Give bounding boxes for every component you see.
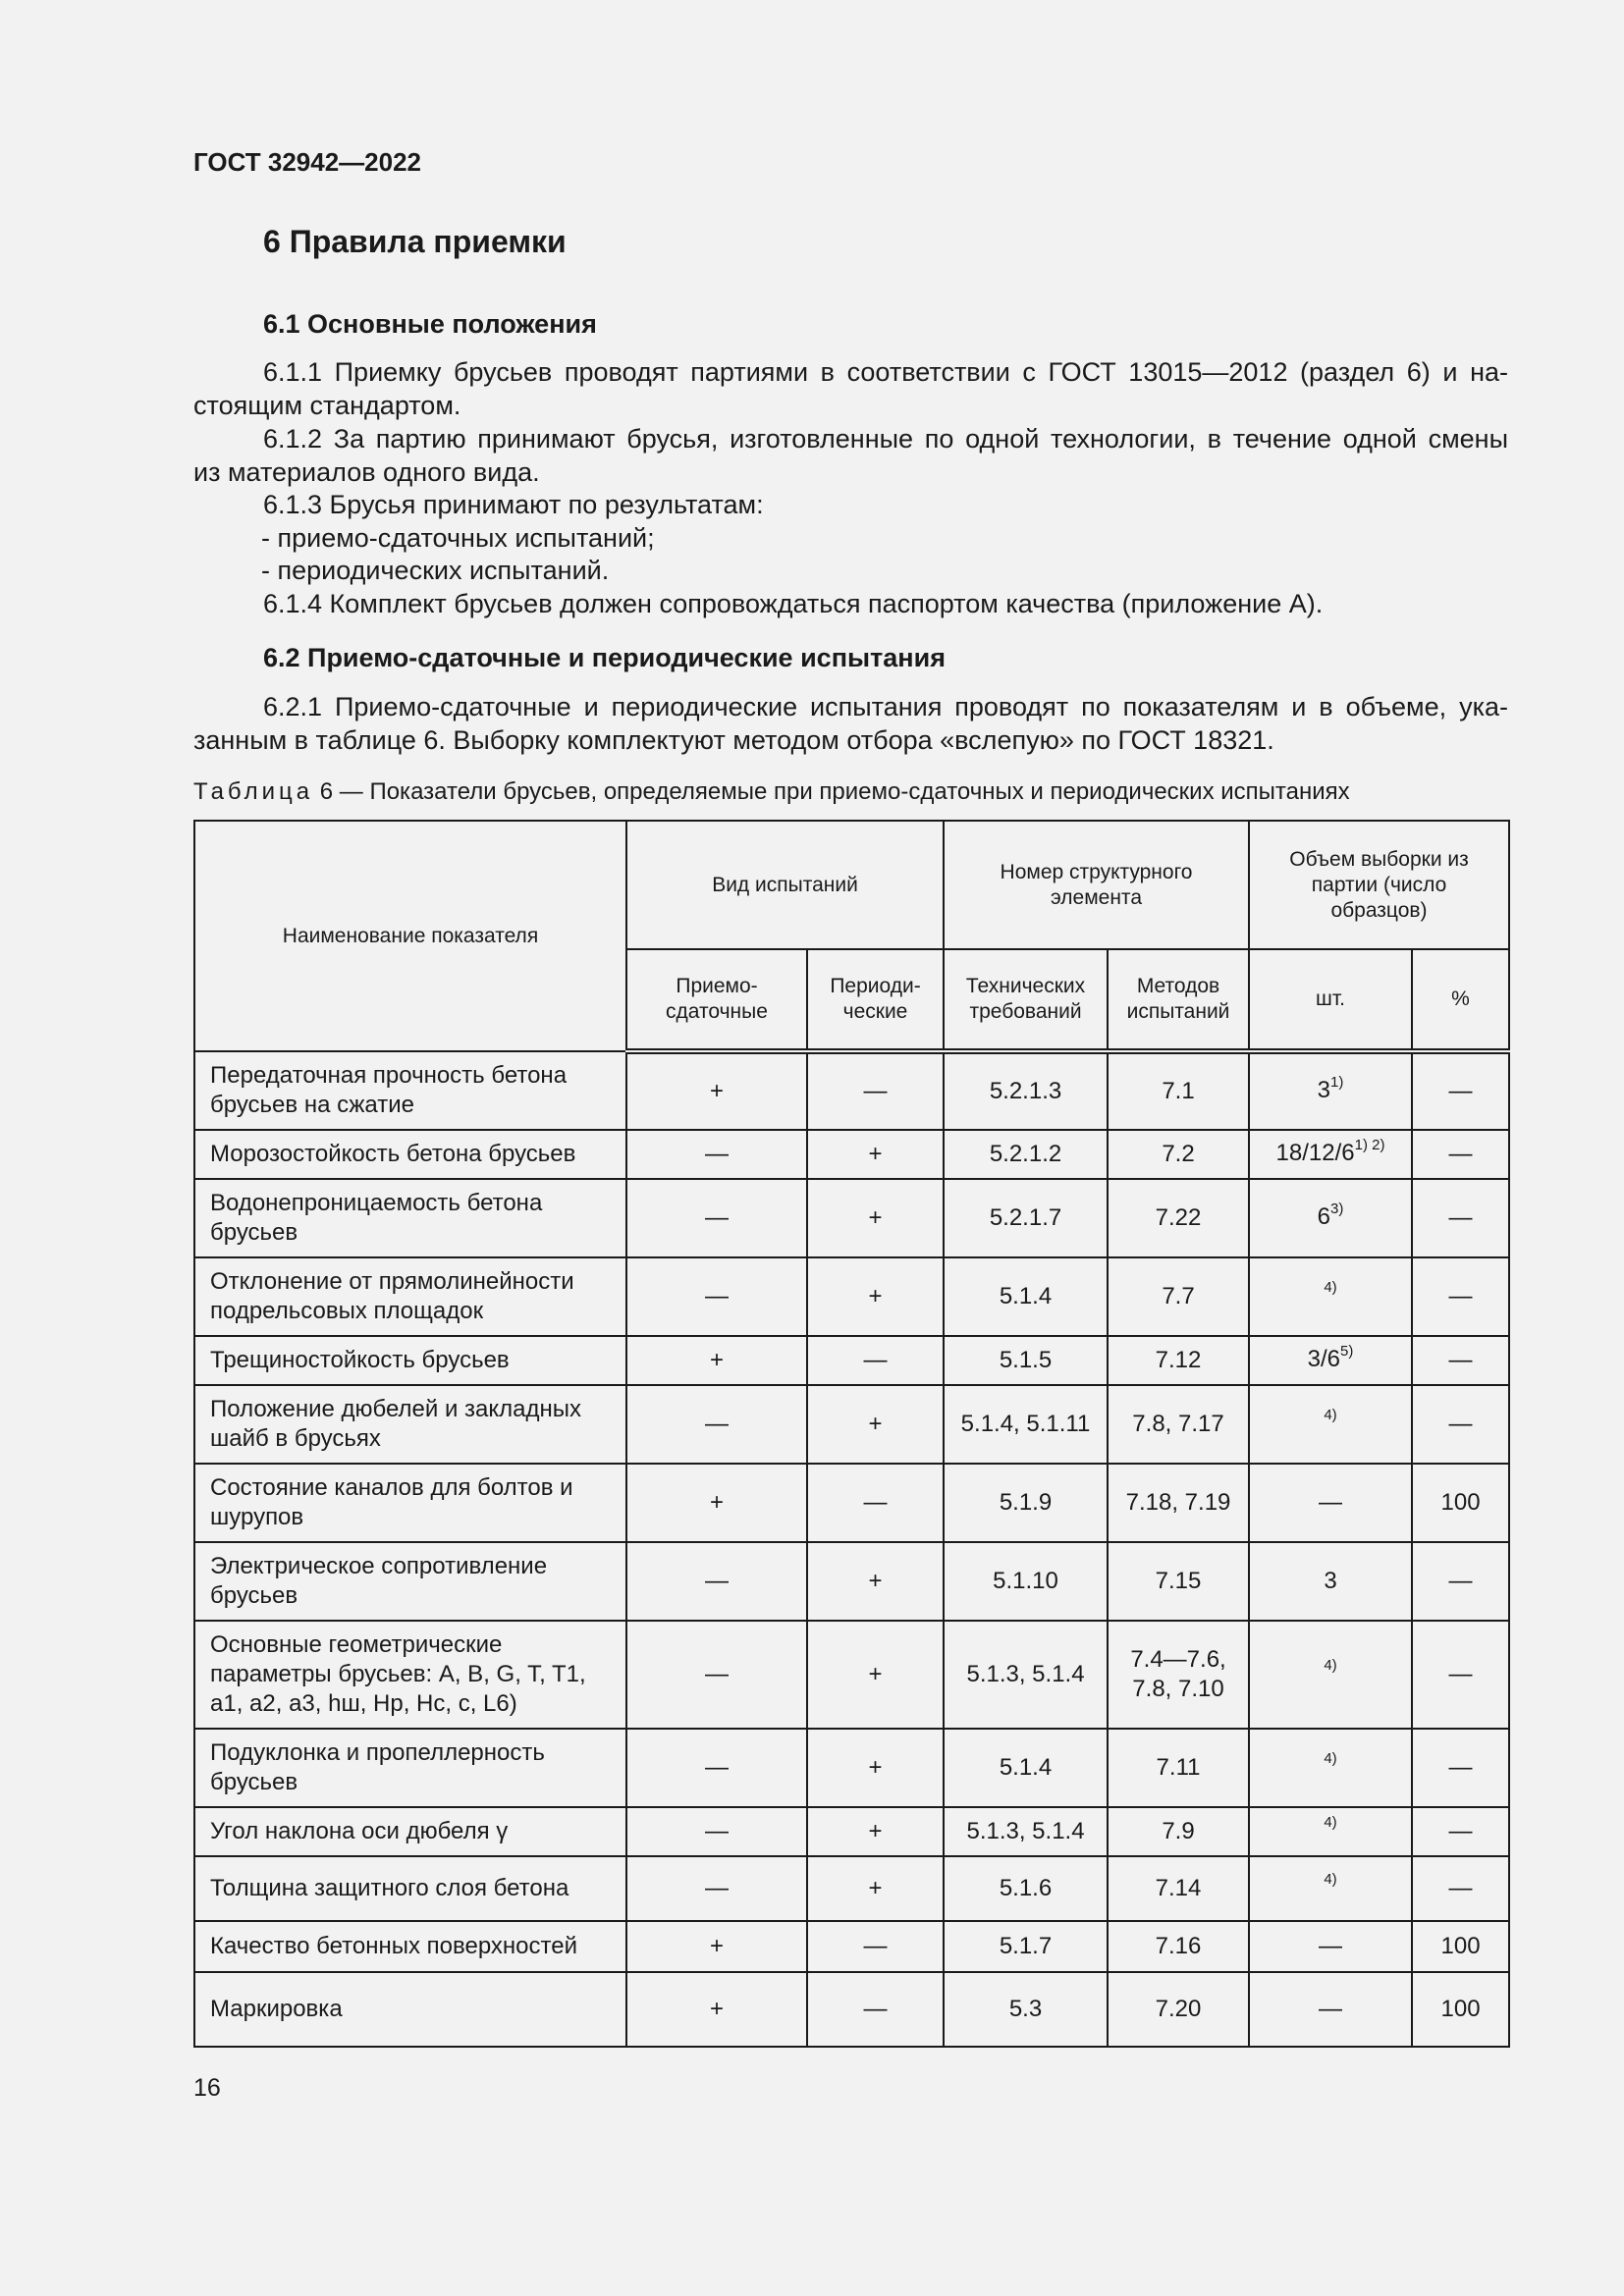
col-header-struct-num: Номер структурного элемента (944, 821, 1249, 949)
subsection-6-1-title: 6.1 Основные положения (263, 309, 597, 339)
cell-periodic: + (807, 1621, 944, 1729)
cell-indicator-name: Положение дюбелей и закладных шайб в брусьях (194, 1385, 626, 1464)
footnote-ref: 4) (1324, 1406, 1337, 1423)
cell-indicator-name: Подуклонка и пропеллерность брусьев (194, 1729, 626, 1807)
list-item-acceptance: - приемо-сдаточных испытаний; (261, 523, 655, 553)
para-6-1-4: 6.1.4 Комплект брусьев должен сопровождаться паспортом качества (приложение А). (263, 589, 1324, 618)
cell-indicator-name: Качество бетонных поверхностей (194, 1921, 626, 1972)
footnote-ref: 4) (1324, 1749, 1337, 1767)
para-6-1-1-line2: стоящим стандартом. (193, 391, 461, 420)
indicators-table (193, 820, 1510, 2048)
table-caption-text: 6 — Показатели брусьев, определяемые при приемо-сдаточных и периодических испытаниях (313, 778, 1350, 805)
cell-acceptance: + (626, 1921, 807, 1972)
cell-acceptance: — (626, 1856, 807, 1921)
para-6-1-2-line2: из материалов одного вида. (193, 457, 540, 487)
cell-sample-pct: — (1412, 1856, 1509, 1921)
col-header-sample: Объем выборки из партии (число образцов) (1249, 821, 1509, 949)
cell-sample-pct: — (1412, 1130, 1509, 1179)
subsection-6-2-title: 6.2 Приемо-сдаточные и периодические испытания (263, 643, 946, 672)
cell-periodic: — (807, 1336, 944, 1385)
cell-periodic: + (807, 1729, 944, 1807)
footnote-ref: 5) (1340, 1342, 1354, 1360)
cell-periodic: + (807, 1257, 944, 1336)
cell-sample-pct: — (1412, 1257, 1509, 1336)
cell-indicator-name: Основные геометрические параметры брусьев: A, B, G, T, T1, a1, a2, a3, hш, Hр, Hc, c, L6) (194, 1621, 626, 1729)
cell-periodic: + (807, 1856, 944, 1921)
cell-acceptance: — (626, 1385, 807, 1464)
cell-indicator-name: Электрическое сопротивление брусьев (194, 1542, 626, 1621)
cell-methods: 7.7 (1108, 1257, 1249, 1336)
table-row (194, 1336, 1509, 1385)
cell-periodic: — (807, 1051, 944, 1130)
cell-sample-pcs (1249, 1921, 1412, 1972)
cell-sample-pct: 100 (1412, 1972, 1509, 2047)
cell-sample-pcs (1249, 1972, 1412, 2047)
col-header-pcs: шт. (1249, 949, 1412, 1051)
cell-methods: 7.18, 7.19 (1108, 1464, 1249, 1542)
cell-sample-pcs (1249, 1621, 1412, 1729)
cell-acceptance: — (626, 1542, 807, 1621)
cell-methods: 7.16 (1108, 1921, 1249, 1972)
cell-periodic: + (807, 1179, 944, 1257)
cell-tech-req: 5.1.3, 5.1.4 (944, 1621, 1108, 1729)
col-header-name: Наименование показателя (194, 821, 626, 1051)
table-row (194, 1856, 1509, 1921)
para-6-2-1-line2: занным в таблице 6. Выборку комплектуют методом отбора «вслепую» по ГОСТ 18321. (193, 725, 1274, 755)
cell-sample-pct: — (1412, 1807, 1509, 1856)
document-id: ГОСТ 32942—2022 (193, 147, 421, 177)
table-caption-word: Таблица (193, 778, 314, 805)
section-title: 6 Правила приемки (263, 224, 567, 259)
sample-pcs-value: 3 (1317, 1076, 1331, 1103)
footnote-ref: 4) (1324, 1870, 1337, 1888)
cell-indicator-name: Передаточная прочность бетона брусьев на сжатие (194, 1051, 626, 1130)
cell-tech-req: 5.2.1.7 (944, 1179, 1108, 1257)
cell-tech-req: 5.3 (944, 1972, 1108, 2047)
cell-methods: 7.11 (1108, 1729, 1249, 1807)
cell-tech-req: 5.2.1.2 (944, 1130, 1108, 1179)
cell-sample-pct: 100 (1412, 1464, 1509, 1542)
cell-methods: 7.8, 7.17 (1108, 1385, 1249, 1464)
cell-periodic: — (807, 1972, 944, 2047)
cell-tech-req: 5.1.3, 5.1.4 (944, 1807, 1108, 1856)
footnote-ref: 1) (1330, 1073, 1344, 1091)
cell-sample-pct: — (1412, 1621, 1509, 1729)
footnote-ref: 3) (1330, 1200, 1344, 1217)
cell-sample-pct: — (1412, 1729, 1509, 1807)
col-header-tech-req: Технических требований (944, 949, 1108, 1051)
para-6-1-1-line1: 6.1.1 Приемку брусьев проводят партиями в соответствии с ГОСТ 13015—2012 (раздел 6) и на- (263, 357, 1508, 387)
cell-sample-pcs (1249, 1856, 1412, 1921)
sample-pcs-value: — (1319, 1489, 1343, 1516)
cell-sample-pct: — (1412, 1051, 1509, 1130)
footnote-ref: 4) (1324, 1813, 1337, 1831)
table-row (194, 1972, 1509, 2047)
cell-sample-pcs (1249, 1336, 1412, 1385)
footnote-ref: 1) 2) (1354, 1136, 1385, 1153)
table-row (194, 1179, 1509, 1257)
table-row (194, 1464, 1509, 1542)
cell-acceptance: — (626, 1179, 807, 1257)
cell-sample-pcs (1249, 1130, 1412, 1179)
cell-indicator-name: Угол наклона оси дюбеля γ (194, 1807, 626, 1856)
cell-periodic: — (807, 1464, 944, 1542)
table-row (194, 1621, 1509, 1729)
cell-methods: 7.20 (1108, 1972, 1249, 2047)
sample-pcs-value: 3/6 (1307, 1345, 1341, 1372)
cell-acceptance: — (626, 1621, 807, 1729)
cell-sample-pct: — (1412, 1336, 1509, 1385)
sample-pcs-value: 18/12/6 (1275, 1139, 1355, 1166)
cell-acceptance: + (626, 1972, 807, 2047)
sample-pcs-value: — (1319, 1996, 1343, 2022)
list-item-periodic: - периодических испытаний. (261, 556, 610, 585)
cell-methods: 7.14 (1108, 1856, 1249, 1921)
sample-pcs-value: — (1319, 1933, 1343, 1959)
cell-tech-req: 5.1.4 (944, 1257, 1108, 1336)
cell-methods: 7.9 (1108, 1807, 1249, 1856)
table-row (194, 1385, 1509, 1464)
cell-indicator-name: Толщина защитного слоя бетона (194, 1856, 626, 1921)
footnote-ref: 4) (1324, 1278, 1337, 1296)
cell-sample-pcs (1249, 1542, 1412, 1621)
cell-sample-pct: 100 (1412, 1921, 1509, 1972)
table-row (194, 1257, 1509, 1336)
cell-indicator-name: Водонепроницаемость бетона брусьев (194, 1179, 626, 1257)
para-6-2-1-line1: 6.2.1 Приемо-сдаточные и периодические испытания проводят по показателям и в объеме, ука- (263, 692, 1508, 721)
footnote-ref: 4) (1324, 1656, 1337, 1674)
col-header-methods: Методов испытаний (1108, 949, 1249, 1051)
cell-acceptance: — (626, 1807, 807, 1856)
cell-acceptance: + (626, 1051, 807, 1130)
cell-tech-req: 5.1.9 (944, 1464, 1108, 1542)
cell-acceptance: + (626, 1336, 807, 1385)
table-row (194, 1051, 1509, 1130)
cell-sample-pcs (1249, 1051, 1412, 1130)
col-header-acceptance: Приемо-сдаточные (626, 949, 807, 1051)
table-row (194, 1729, 1509, 1807)
cell-methods: 7.1 (1108, 1051, 1249, 1130)
cell-tech-req: 5.1.7 (944, 1921, 1108, 1972)
sample-pcs-value: 6 (1317, 1202, 1331, 1230)
cell-methods: 7.4—7.6, 7.8, 7.10 (1108, 1621, 1249, 1729)
cell-tech-req: 5.2.1.3 (944, 1051, 1108, 1130)
cell-tech-req: 5.1.4, 5.1.11 (944, 1385, 1108, 1464)
cell-acceptance: — (626, 1729, 807, 1807)
cell-methods: 7.12 (1108, 1336, 1249, 1385)
table-row (194, 1542, 1509, 1621)
col-header-periodic: Периоди-ческие (807, 949, 944, 1051)
page-number: 16 (193, 2074, 221, 2102)
cell-sample-pct: — (1412, 1542, 1509, 1621)
table-row (194, 1807, 1509, 1856)
cell-acceptance: + (626, 1464, 807, 1542)
cell-tech-req: 5.1.5 (944, 1336, 1108, 1385)
cell-acceptance: — (626, 1130, 807, 1179)
cell-sample-pct: — (1412, 1179, 1509, 1257)
para-6-1-3: 6.1.3 Брусья принимают по результатам: (263, 490, 764, 519)
cell-sample-pcs (1249, 1464, 1412, 1542)
cell-tech-req: 5.1.10 (944, 1542, 1108, 1621)
cell-periodic: + (807, 1130, 944, 1179)
table-row (194, 1921, 1509, 1972)
cell-sample-pct: — (1412, 1385, 1509, 1464)
cell-periodic: + (807, 1807, 944, 1856)
cell-sample-pcs (1249, 1729, 1412, 1807)
cell-sample-pcs (1249, 1807, 1412, 1856)
cell-periodic: + (807, 1542, 944, 1621)
cell-sample-pcs (1249, 1385, 1412, 1464)
cell-periodic: — (807, 1921, 944, 1972)
para-6-1-2-line1: 6.1.2 За партию принимают брусья, изготовленные по одной технологии, в течение одной смены (263, 424, 1508, 454)
cell-methods: 7.2 (1108, 1130, 1249, 1179)
cell-tech-req: 5.1.4 (944, 1729, 1108, 1807)
table-caption (193, 778, 1350, 806)
sample-pcs-value: 3 (1324, 1568, 1337, 1594)
cell-periodic: + (807, 1385, 944, 1464)
cell-indicator-name: Отклонение от прямолинейности подрельсовых площадок (194, 1257, 626, 1336)
cell-indicator-name: Морозостойкость бетона брусьев (194, 1130, 626, 1179)
cell-sample-pcs (1249, 1179, 1412, 1257)
cell-methods: 7.15 (1108, 1542, 1249, 1621)
cell-indicator-name: Маркировка (194, 1972, 626, 2047)
cell-tech-req: 5.1.6 (944, 1856, 1108, 1921)
col-header-pct: % (1412, 949, 1509, 1051)
cell-sample-pcs (1249, 1257, 1412, 1336)
cell-methods: 7.22 (1108, 1179, 1249, 1257)
cell-acceptance: — (626, 1257, 807, 1336)
cell-indicator-name: Состояние каналов для болтов и шурупов (194, 1464, 626, 1542)
table-row (194, 1130, 1509, 1179)
col-header-test-type: Вид испытаний (626, 821, 944, 949)
cell-indicator-name: Трещиностойкость брусьев (194, 1336, 626, 1385)
